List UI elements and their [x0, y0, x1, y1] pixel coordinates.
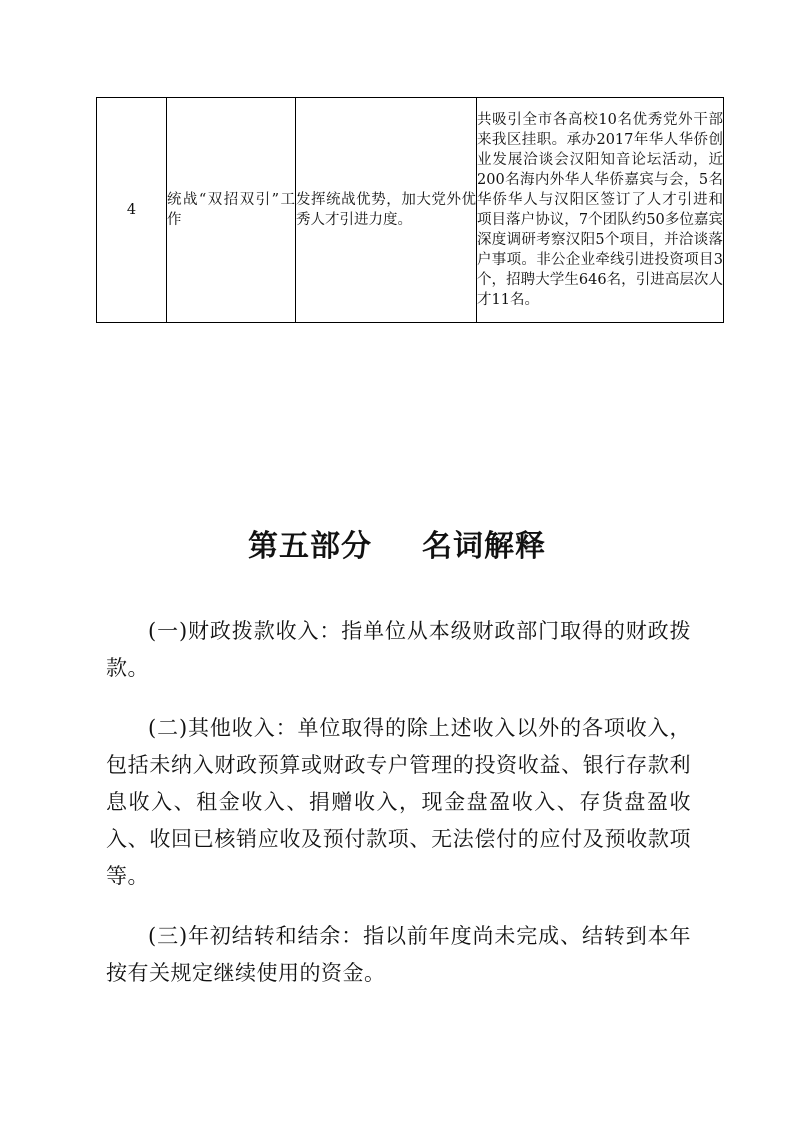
- section-heading: [0, 521, 794, 565]
- work-task: 发挥统战优势，加大党外优秀人才引进力度。: [296, 192, 476, 228]
- work-task-cell: [296, 98, 477, 323]
- definition-paragraph: (三)年初结转和结余：指以前年度尚未完成、结转到本年按有关规定继续使用的资金。: [106, 924, 691, 985]
- definition-paragraph: (二)其他收入：单位取得的除上述收入以外的各项收入，包括未纳入财政预算或财政专户管理的投资收益、银行存款利息收入、租金收入、捐赠收入，现金盘盈收入、存货盘盈收入、收回已核销应收及预付款项、无法偿付的应付及预收款项等。: [106, 716, 691, 888]
- work-name: 统战“双招双引”工作: [167, 192, 295, 228]
- work-table: [96, 97, 724, 323]
- work-result-cell: [477, 98, 724, 323]
- section-name: 名词解释: [422, 529, 546, 564]
- table-row: [97, 98, 724, 323]
- row-number-cell: [97, 98, 167, 323]
- section-part: 第五部分: [248, 529, 372, 564]
- work-result: 共吸引全市各高校10名优秀党外干部来我区挂职。承办2017年华人华侨创业发展洽谈会汉阳知音论坛活动，近200名海内外华人华侨嘉宾与会，5名华侨华人与汉阳区签订了人才引进和项目落户协议，7个团队约50多位嘉宾深度调研考察汉阳5个项目，并洽谈落户事项。非公企业牵线引进投资项目3个，招聘大学生646名，引进高层次人才11名。: [477, 112, 723, 308]
- work-name-cell: [167, 98, 296, 323]
- row-number: 4: [126, 202, 137, 218]
- definition-paragraph: (一)财政拨款收入：指单位从本级财政部门取得的财政拨款。: [106, 619, 691, 680]
